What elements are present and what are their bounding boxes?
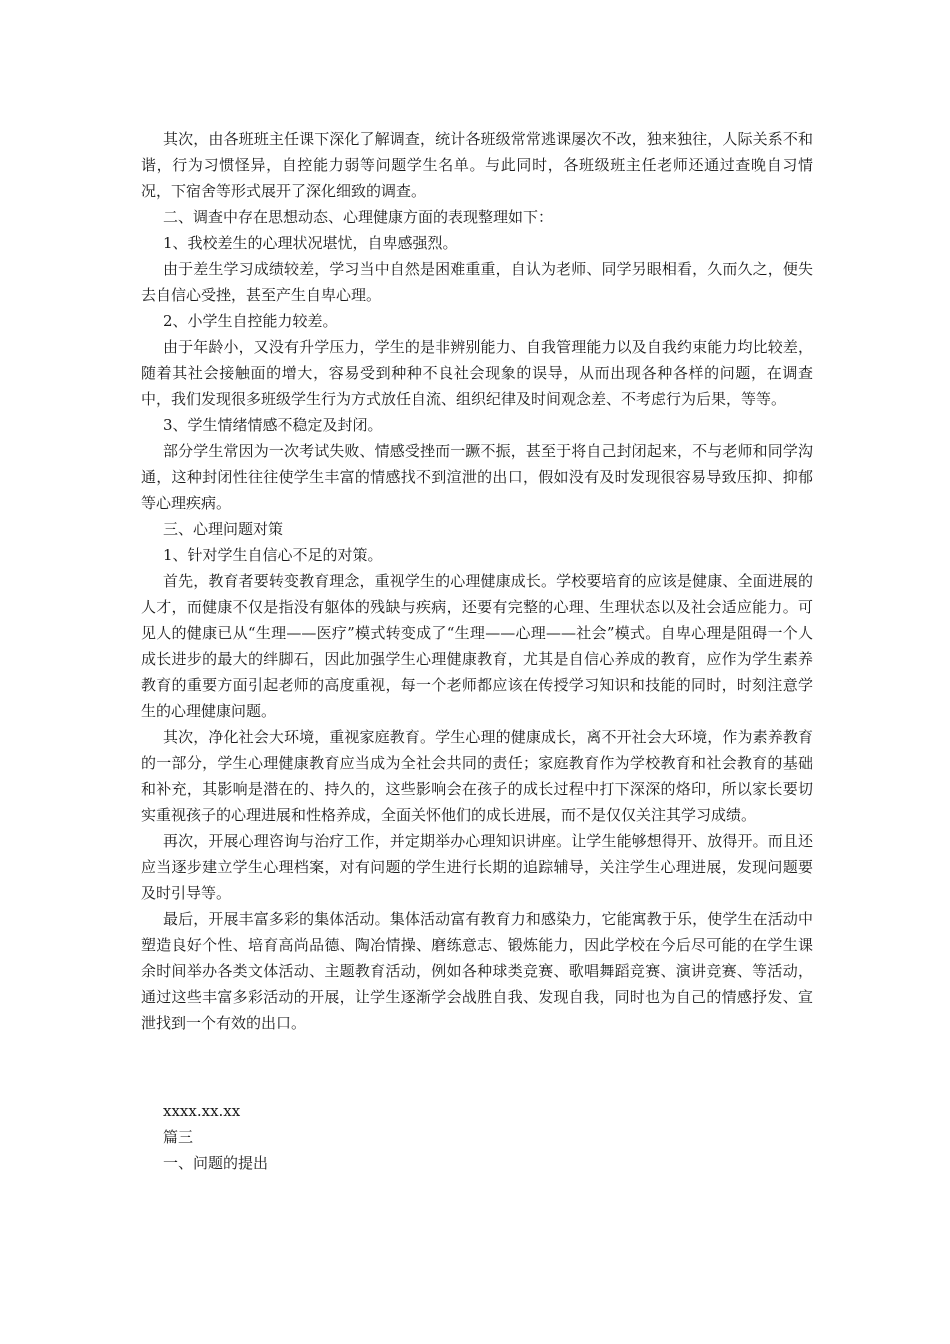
paragraph-self-control: 由于年龄小，又没有升学压力，学生的是非辨别能力、自我管理能力以及自我约束能力均比较差，随着其社会接触面的增大，容易受到种种不良社会现象的误导，从而出现各种各样的问题，在调查中，我们发现很多班级学生行为方式放任自流、组织纪律及时间观念差、不考虑行为后果，等等。 bbox=[141, 338, 813, 408]
paragraph-intro: 其次，由各班班主任课下深化了解调查，统计各班级常常逃课屡次不改，独来独往，人际关系不和谐，行为习惯怪异，自控能力弱等问题学生名单。与此同时，各班级班主任老师还通过查晚自习情况，下宿舍等形式展开了深化细致的调查。 bbox=[141, 130, 813, 200]
heading-countermeasures: 三、心理问题对策 bbox=[163, 520, 284, 538]
paragraph-emotion: 部分学生常因为一次考试失败、情感受挫而一蹶不振，甚至于将自己封闭起来，不与老师和同学沟通，这种封闭性往往使学生丰富的情感找不到渲泄的出口，假如没有及时发现很容易导致压抑、抑郁等心理疾病。 bbox=[141, 442, 813, 512]
subheading-self-control: 2、小学生自控能力较差。 bbox=[163, 312, 338, 330]
paragraph-last: 最后，开展丰富多彩的集体活动。集体活动富有教育力和感染力，它能寓教于乐，使学生在活动中塑造良好个性、培育高尚品德、陶冶情操、磨练意志、锻炼能力，因此学校在今后尽可能的在学生课余时间举办各类文体活动、主题教育活动，例如各种球类竞赛、歌唱舞蹈竞赛、演讲竞赛、等活动，通过这些丰富多彩活动的开展，让学生逐渐学会战胜自我、发现自我，同时也为自己的情感抒发、宣泄找到一个有效的出口。 bbox=[141, 910, 813, 1032]
subheading-confidence: 1、针对学生自信心不足的对策。 bbox=[163, 546, 383, 564]
subheading-inferiority: 1、我校差生的心理状况堪忧，自卑感强烈。 bbox=[163, 234, 458, 252]
paragraph-first: 首先，教育者要转变教育理念，重视学生的心理健康成长。学校要培育的应该是健康、全面进展的人才，而健康不仅是指没有躯体的残缺与疾病，还要有完整的心理、生理状态以及社会适应能力。可见人的健康已从“生理——医疗”模式转变成了“生理——心理——社会”模式。自卑心理是阻碍一个人成长进步的最大的绊脚石，因此加强学生心理健康教育，尤其是自信心养成的教育，应作为学生素养教育的重要方面引起老师的高度重视，每一个老师都应该在传授学习知识和技能的同时，时刻注意学生的心理健康问题。 bbox=[141, 572, 813, 720]
date-line: xxxx.xx.xx bbox=[163, 1102, 241, 1120]
paragraph-second: 其次，净化社会大环境，重视家庭教育。学生心理的健康成长，离不开社会大环境，作为素养教育的一部分，学生心理健康教育应当成为全社会共同的责任；家庭教育作为学校教育和社会教育的基础和补充，其影响是潜在的、持久的，这些影响会在孩子的成长过程中打下深深的烙印，所以家长要切实重视孩子的心理进展和性格养成，全面关怀他们的成长进展，而不是仅仅关注其学习成绩。 bbox=[141, 728, 813, 824]
paragraph-third: 再次，开展心理咨询与治疗工作，并定期举办心理知识讲座。让学生能够想得开、放得开。而且还应当逐步建立学生心理档案，对有问题的学生进行长期的追踪辅导，关注学生心理进展，发现问题要及时引导等。 bbox=[141, 832, 813, 902]
paragraph-inferiority: 由于差生学习成绩较差，学习当中自然是困难重重，自认为老师、同学另眼相看，久而久之，便失去自信心受挫，甚至产生自卑心理。 bbox=[141, 260, 813, 304]
section-title: 篇三 bbox=[163, 1128, 194, 1146]
section-spacer bbox=[141, 1036, 813, 1098]
subheading-emotion: 3、学生情绪情感不稳定及封闭。 bbox=[163, 416, 383, 434]
document-body bbox=[141, 126, 813, 1176]
section-subheading: 一、问题的提出 bbox=[163, 1154, 269, 1172]
heading-findings: 二、调查中存在思想动态、心理健康方面的表现整理如下： bbox=[163, 208, 554, 226]
